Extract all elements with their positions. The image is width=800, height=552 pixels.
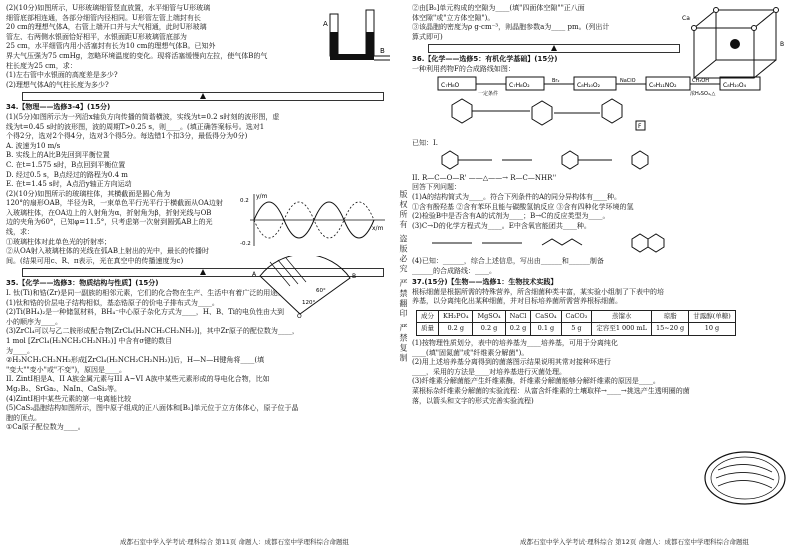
- label-a: A: [323, 20, 328, 28]
- text-line: (1)(5分)如图所示为一列沿x轴负方向传播的简谐横波，实线为t=0.2 s时刻的波形图，虚: [6, 112, 280, 121]
- node-b: C₇H₈O₂: [509, 81, 530, 89]
- text-line: 1 mol [ZrCl₄(H₂NCH₂CH₂NH₂)] 中含有σ键的数目: [6, 337, 173, 345]
- text-line: (3)纤维素分解菌能产生纤维素酶，纤维素分解菌能够分解纤维素的原因是____。: [412, 377, 660, 386]
- text-line: 柱长度为25 cm，求：: [6, 61, 77, 70]
- text-line: 管左、右两侧水银面恰好相平，水银面距U形玻璃管底部为: [6, 32, 187, 41]
- text-line: 养基，以分离纯化出某种细菌，并对目标培养菌所需营养根标细菌。: [412, 297, 622, 306]
- given-structure: [412, 148, 712, 170]
- text-line: (1)按物理性质划分，表中的培养基为____培养基，可用于分离纯化: [412, 339, 618, 348]
- table-cell: 5 g: [561, 323, 592, 336]
- node-d: C₉H₁₁NO₂: [649, 81, 677, 89]
- text-line: 线为t=0.45 s时的波形图，波的周期T>0.25 s，则____。(填正确答案标号。选对1: [6, 122, 265, 131]
- option-a: A. 波速为10 m/s: [6, 141, 61, 150]
- label-b: B: [780, 41, 785, 48]
- petri-dish-figure: [700, 448, 790, 508]
- blank-marker-icon: [551, 45, 557, 51]
- option-e: E. 在t=1.45 s时，A点沿y轴正方向运动: [6, 180, 132, 189]
- tick-label: -0.2: [240, 241, 251, 247]
- text-line: 回答下列问题：: [412, 183, 461, 192]
- text-line: ①玻璃柱体对此单色光的折射率；: [6, 237, 111, 246]
- label-ca: Ca: [682, 15, 690, 22]
- text-line: (4)已知：______，综合上述信息，写出由______和______制备: [412, 256, 604, 265]
- node-a: C₇H₈O: [441, 81, 460, 89]
- text-line: 体空隙"或"立方体空隙")。: [412, 13, 495, 22]
- text-line: Mg₂B₂、SrGa₂、NaIn、CaSi₂等。: [6, 384, 122, 393]
- text-line: 边的夹角为60°，已知φ=11.5°，只考虑第一次射到圆弧AB上的光: [6, 218, 213, 227]
- text-line: 线，求：: [6, 228, 34, 237]
- table-header: NaCl: [505, 310, 531, 323]
- text-line: 20 cm的理想气体A，右管上端开口并与大气相通，此时U形玻璃: [6, 23, 207, 32]
- label-a: A: [252, 271, 257, 278]
- option-b: B. 实线上的A比B先回到平衡位置: [6, 151, 110, 160]
- reagent-label: 一定条件: [478, 90, 499, 97]
- table-cell: 定容至1 000 mL: [592, 323, 652, 336]
- node-c: C₈H₁₀O₂: [577, 81, 601, 89]
- text-line: ③该晶胞的密度为ρ g·cm⁻³，则晶胞参数a为____ pm。(列出计: [412, 23, 610, 32]
- text-line: (1)左右管中水银面的高度差是多少?: [6, 71, 118, 80]
- reaction-sketch: [412, 231, 712, 253]
- q35-title: 35.【化学——选修3：物质结构与性质】(15分): [6, 279, 159, 288]
- text-line: (2)(10分)如图所示的玻璃柱体，其横截面是圆心角为: [6, 189, 171, 198]
- label-o: O: [297, 313, 302, 318]
- table-cell: 质量: [417, 323, 439, 336]
- text-line: 算式即可): [412, 32, 443, 41]
- x-axis-label: x/m: [372, 225, 384, 232]
- text-line: 入玻璃柱体，在OA边上的入射角为α，折射角为β，折射光线与OB: [6, 208, 212, 217]
- text-line: 间。(结果可用c、R、π表示，光在真空中的传播速度为c): [6, 256, 184, 265]
- page-footer-left: 成都石室中学入学考试·理科综合 第11页 命题人：成都石室中学理科综合命题组: [120, 538, 349, 547]
- text-line: I. 钛(Ti)和锆(Zr)是同一副族的相邻元素，它们的化合物在生产、生活中有着广泛的用途。: [6, 289, 285, 298]
- q37-title: 37.(15分)【生物——选修1：生物技术实践】: [412, 278, 558, 287]
- text-line: ②由[B₂]单元构成的空隙为____(填"四面体空隙""正八面: [412, 4, 585, 12]
- q33-part2: [6, 4, 316, 52]
- text-line: (2)(10分)如图所示，U形玻璃细管竖直放置，水平细管与U形玻璃: [6, 4, 211, 12]
- text-line: ______的合成路线：____。: [412, 266, 496, 275]
- medium-table: [416, 310, 736, 336]
- crystal-cell-figure: [680, 6, 790, 84]
- angle-label: 60°: [316, 288, 326, 294]
- text-line: (1)A的结构简式为____。符合下列条件的A的同分异构体有____种。: [412, 192, 622, 201]
- y-axis-label: y/m: [256, 193, 268, 200]
- label-b: B: [380, 47, 385, 55]
- table-header-row: [417, 310, 736, 323]
- text-line: II. ZintI相是A、II A族金属元素与III A~VI A族中某些元素形成的导电化合物，比如: [6, 375, 270, 384]
- text-line: ①含有酚羟基 ②含有苯环且能与碳酸氢钠反应 ③含有四种化学环境的氢: [412, 202, 634, 211]
- table-header: CaSO₄: [531, 310, 561, 323]
- label-f: F: [638, 122, 642, 130]
- wave-figure: [240, 190, 390, 250]
- table-row: [417, 323, 736, 336]
- table-cell: 0.2 g: [505, 323, 531, 336]
- text-line: 120°的扇形OAB，半径为R，一束单色平行光平行于横截面从OA边射: [6, 199, 223, 208]
- text-line: ②从OA射入玻璃柱体的光线在弧AB上射出的光中，最长的传播时: [6, 247, 209, 256]
- text-line: 胞的顶点。: [6, 413, 41, 422]
- table-header: 蒸馏水: [592, 310, 652, 323]
- text-line: 根标细菌是根据所需的特殊营养，所含细菌种类丰富，某实验小组制了下表中的培: [412, 287, 664, 296]
- text-line: 个得2分，选对2个得4分，选对3个得5分。每选错1个扣3分，最低得分为0分): [6, 132, 248, 141]
- text-line: ①Ca原子配位数为____。: [6, 423, 85, 432]
- u-tube-figure: [322, 6, 392, 68]
- text-line: (4)ZintI相中某些元素的第一电离能比较: [6, 394, 132, 403]
- text-line: 小的顺序为____。: [6, 317, 62, 326]
- reagent-label: CH₃OH: [692, 77, 709, 84]
- table-header: CaCO₃: [561, 310, 592, 323]
- text-line: 菜根标杂纤维素分解菌的实验流程：从富含纤维素的土壤取样→____→挑选产生透明圈的菌: [412, 387, 690, 396]
- table-header: 琼脂: [651, 310, 688, 323]
- answer-box[interactable]: [428, 44, 680, 53]
- text-line: (1)钛和锆的价层电子结构相似，基态锆原子的价电子排布式为____。: [6, 298, 219, 307]
- angle-label: 120°: [302, 300, 316, 306]
- text-line: (2)Ti(BH₄)₂是一种储氢材料，BH₄⁻中心原子杂化方式为____，H、B、Ti的电负性由大到: [6, 308, 285, 317]
- text-line: (2)用上述培养基分离得到的菌落图示结果说明其常对接种环进行: [412, 358, 611, 367]
- tick-label: 0.2: [240, 198, 249, 204]
- given-1: 已知：I.: [412, 138, 438, 147]
- text-line: 界大气压强为75 cmHg，忽略环境温度的变化。现将活塞缓慢向左拉，使气体B的气: [6, 51, 268, 60]
- text-line: ____(填"固氮菌"或"纤维素分解菌")。: [412, 348, 529, 357]
- text-line: (2)检验B中是否含有A的试剂为____；B→C的反应类型为____。: [412, 212, 610, 221]
- copyright-side-text: 版权所有 盗版必究 严禁翻印 严禁复制: [399, 190, 408, 364]
- blank-marker-icon: [200, 269, 206, 275]
- option-d: D. 经过0.5 s，B点经过的路程为0.4 m: [6, 170, 128, 179]
- reagent-label: NaClO: [620, 77, 636, 84]
- text-line: ____，采用的方法是____对培养基进行灭菌处理。: [412, 367, 566, 376]
- label-b: B: [352, 273, 357, 280]
- text-line: (3)ZrCl₄可以与乙二胺形成配合物[ZrCl₄(H₂NCH₂CH₂NH₂)]，其中Zr原子的配位数为____，: [6, 327, 299, 336]
- text-line: "变大""变小"或"不变")，原因是____。: [6, 365, 127, 374]
- q36-title: 36.【化学——选修5：有机化学基础】(15分): [412, 55, 558, 64]
- table-cell: 0.2 g: [473, 323, 505, 336]
- table-cell: 15~20 g: [651, 323, 688, 336]
- text-line: (3)C→D的化学方程式为____。E中含氧官能团共____种。: [412, 221, 591, 230]
- text-line: (5)CaS₂晶胞结构如图所示，图中原子组成的正八面体和[B₂]单元位于立方体体心，原子位于晶: [6, 404, 299, 413]
- node-e: C₈H₁₀O₄: [723, 81, 747, 89]
- text-line: 细管底部相连通，各部分细管内径相同。U形管左管上端封有长: [6, 13, 201, 22]
- text-line: ②H₂NCH₂CH₂NH₂形成[ZrCl₄(H₂NCH₂CH₂NH₂)]后，H—N—H键角将____(填: [6, 356, 265, 365]
- text-line: 为____。: [6, 346, 34, 355]
- text-line: 25 cm，水平细管内用小活塞封有长为10 cm的理想气体B。已知外: [6, 42, 216, 51]
- table-cell: 0.1 g: [531, 323, 561, 336]
- answer-box[interactable]: [22, 92, 384, 101]
- sector-figure: [240, 256, 390, 318]
- blank-marker-icon: [200, 93, 206, 99]
- text-line: 一种利用药物F的合成路线如图：: [412, 64, 515, 73]
- page-footer-right: 成都石室中学入学考试·理科综合 第12页 命题人：成都石室中学理科综合命题组: [520, 538, 749, 547]
- table-header: MgSO₄: [473, 310, 505, 323]
- table-header: 甘露醇(单糖): [689, 310, 736, 323]
- given-2: II. R—C—O—R' ——△——→ R—C—NHR'': [412, 173, 557, 182]
- table-header: KH₂PO₄: [439, 310, 473, 323]
- table-cell: 0.2 g: [439, 323, 473, 336]
- text-line: 落，以箭头和文字的形式完善实验流程): [412, 396, 534, 405]
- table-header: 成分: [417, 310, 439, 323]
- table-cell: 10 g: [689, 323, 736, 336]
- option-c: C. 在t=1.575 s时，B点回到平衡位置: [6, 160, 126, 169]
- reagent-label: Br₂: [552, 77, 560, 84]
- q34-title: 34.【物理——选修3-4】(15分): [6, 103, 111, 112]
- reagent-label: 浓H₂SO₄,△: [690, 90, 716, 97]
- text-line: (2)理想气体A的气柱长度为多少?: [6, 80, 109, 89]
